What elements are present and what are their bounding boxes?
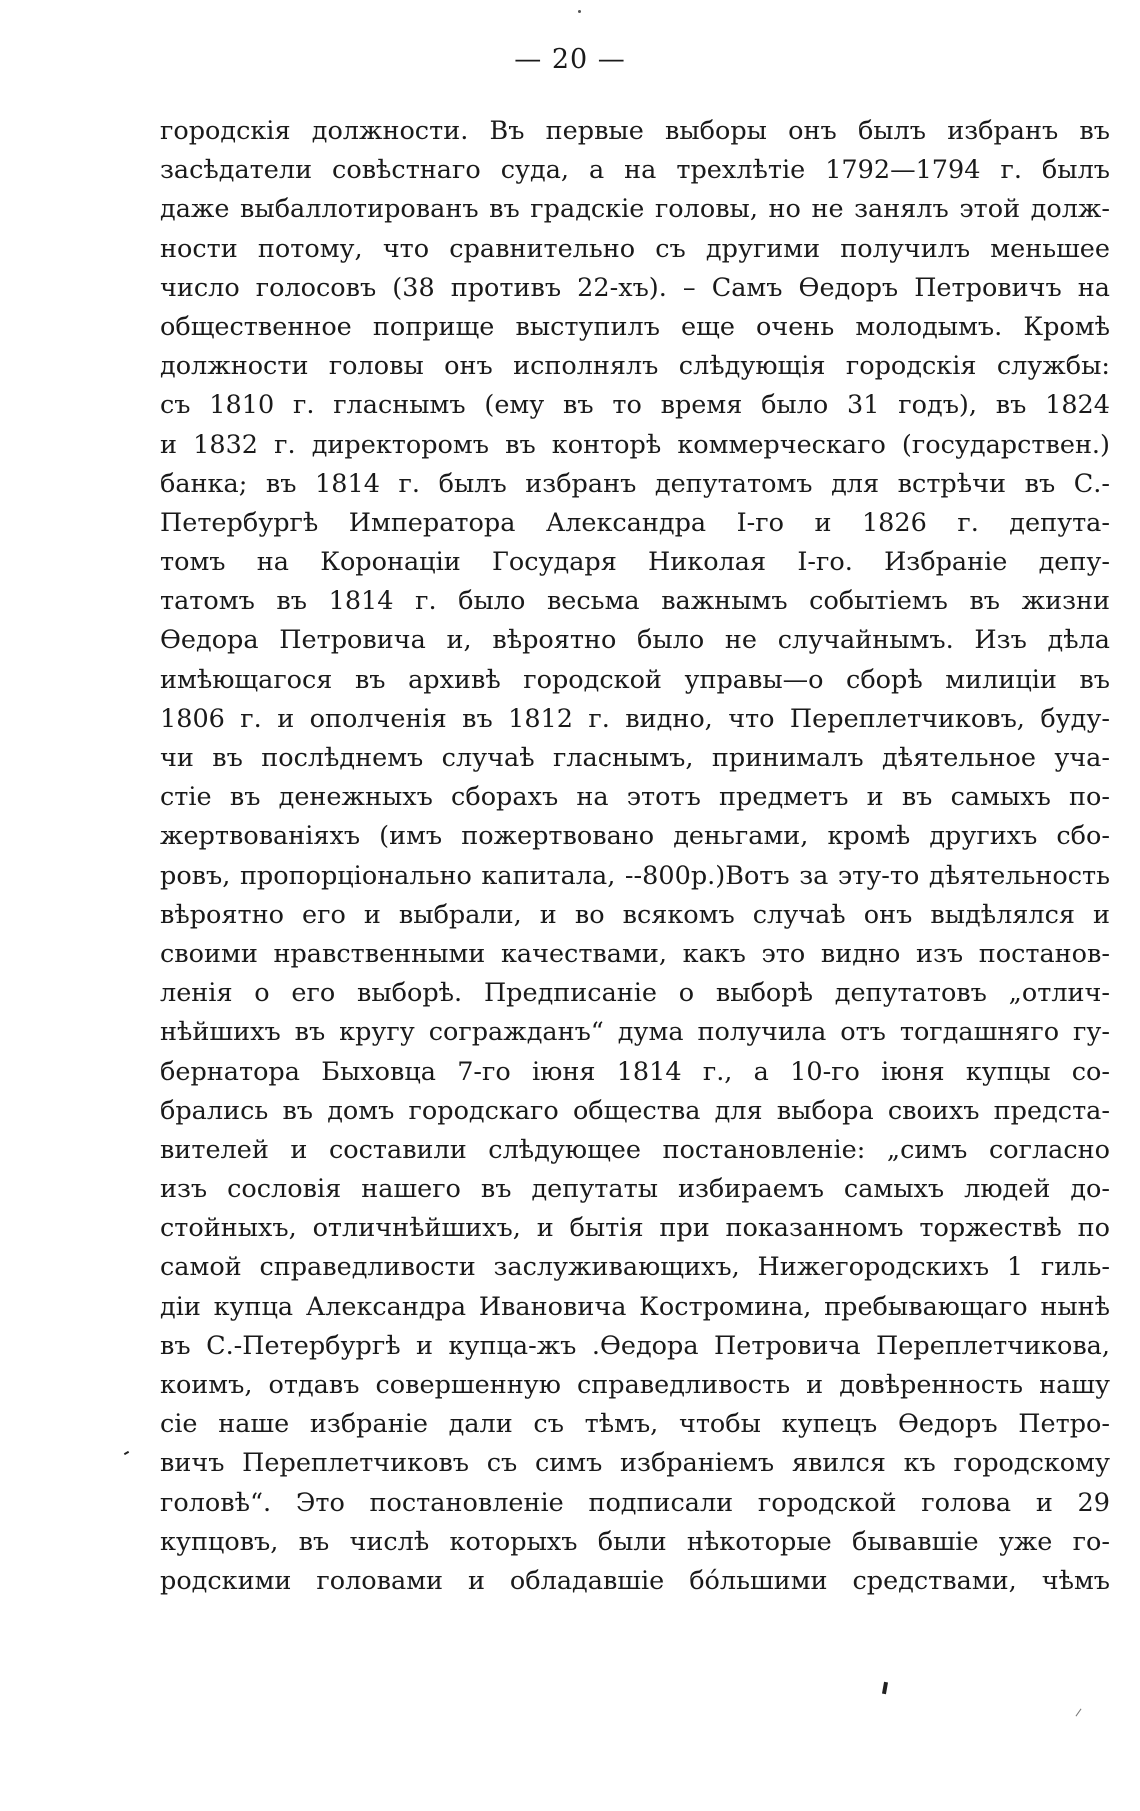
text-line: Ѳедора Петровича и, вѣроятно было не случайнымъ. Изъ дѣла: [160, 625, 1110, 656]
text-line: брались въ домъ городскаго общества для выбора своихъ предста-: [160, 1095, 1110, 1126]
text-line: сіе наше избраніе дали съ тѣмъ, чтобы купецъ Ѳедоръ Петро-: [160, 1409, 1110, 1440]
text-line: ности потому, что сравнительно съ другими получилъ меньшее: [160, 233, 1110, 264]
text-line: нѣйшихъ въ кругу согражданъ“ дума получила отъ тогдашняго гу-: [160, 1017, 1110, 1048]
page-number: — 20 —: [514, 44, 626, 75]
text-line: засѣдатели совѣстнаго суда, а на трехлѣтіе 1792—1794 г. былъ: [160, 155, 1110, 186]
text-line: вѣроятно его и выбрали, и во всякомъ случаѣ онъ выдѣлялся и: [160, 899, 1110, 930]
text-line: общественное поприще выступилъ еще очень молодымъ. Кромѣ: [160, 311, 1110, 342]
text-line: вителей и составили слѣдующее постановленіе: „симъ согласно: [160, 1134, 1110, 1165]
text-line: чи въ послѣднемъ случаѣ гласнымъ, принималъ дѣятельное уча-: [160, 743, 1110, 773]
text-line: бернатора Быховца 7-го іюня 1814 г., а 10-го іюня купцы со-: [160, 1056, 1110, 1087]
text-line: стіе въ денежныхъ сборахъ на этотъ предметъ и въ самыхъ по-: [160, 782, 1110, 813]
ink-speck: [882, 1682, 888, 1695]
text-line: вичъ Переплетчиковъ съ симъ избраніемъ явился къ городскому: [160, 1448, 1110, 1479]
text-line: коимъ, отдавъ совершенную справедливость и довѣренность нашу: [160, 1370, 1110, 1400]
text-line: ровъ, пропорціонально капитала, --800р.)Вотъ за эту-то дѣятельность: [160, 860, 1110, 891]
text-line: ленія о его выборѣ. Предписаніе о выборѣ депутатовъ „отлич-: [160, 978, 1110, 1009]
text-line: томъ на Коронаціи Государя Николая I-го. Избраніе депу-: [160, 547, 1110, 578]
text-line: стойныхъ, отличнѣйшихъ, и бытія при показанномъ торжествѣ по: [160, 1213, 1110, 1244]
text-line: родскими головами и обладавшіе бо́льшими средствами, чѣмъ: [160, 1565, 1110, 1596]
text-line: городскія должности. Въ первые выборы онъ былъ избранъ въ: [160, 116, 1110, 146]
text-line: должности головы онъ исполнялъ слѣдующія городскія службы:: [160, 351, 1110, 382]
text-line: банка; въ 1814 г. былъ избранъ депутатомъ для встрѣчи въ С.-: [160, 468, 1110, 499]
text-line: даже выбаллотированъ въ градскіе головы, но не занялъ этой долж-: [160, 194, 1110, 225]
ink-speck: [1076, 1709, 1082, 1717]
text-line: купцовъ, въ числѣ которыхъ были нѣкоторые бывавшіе уже го-: [160, 1526, 1110, 1557]
body-text: [160, 112, 1110, 1601]
text-line: въ С.-Петербургѣ и купца-жъ .Ѳедора Петровича Переплетчикова,: [160, 1330, 1110, 1361]
text-line: жертвованіяхъ (имъ пожертвовано деньгами, кромѣ другихъ сбо-: [160, 821, 1110, 852]
text-line: число голосовъ (38 противъ 22-хъ). – Самъ Ѳедоръ Петровичъ на: [160, 272, 1110, 303]
ink-speck: [124, 1451, 129, 1455]
text-line: Петербургѣ Императора Александра I-го и 1826 г. депута-: [160, 507, 1110, 538]
text-line: своими нравственными качествами, какъ это видно изъ постанов-: [160, 938, 1110, 969]
print-speck: [578, 10, 581, 13]
text-line: діи купца Александра Ивановича Костромина, пребывающаго нынѣ: [160, 1291, 1110, 1322]
text-line: изъ сословія нашего въ депутаты избираемъ самыхъ людей до-: [160, 1174, 1110, 1205]
text-line: и 1832 г. директоромъ въ конторѣ коммерческаго (государствен.): [160, 429, 1110, 460]
text-line: съ 1810 г. гласнымъ (ему въ то время было 31 годъ), въ 1824: [160, 390, 1110, 421]
text-line: 1806 г. и ополченія въ 1812 г. видно, что Переплетчиковъ, буду-: [160, 703, 1110, 734]
text-line: головѣ“. Это постановленіе подписали городской голова и 29: [160, 1487, 1110, 1518]
text-line: имѣющагося въ архивѣ городской управы—о сборѣ милиціи въ: [160, 664, 1110, 695]
text-line: самой справедливости заслуживающихъ, Нижегородскихъ 1 гиль-: [160, 1252, 1110, 1283]
text-line: татомъ въ 1814 г. было весьма важнымъ событіемъ въ жизни: [160, 586, 1110, 617]
